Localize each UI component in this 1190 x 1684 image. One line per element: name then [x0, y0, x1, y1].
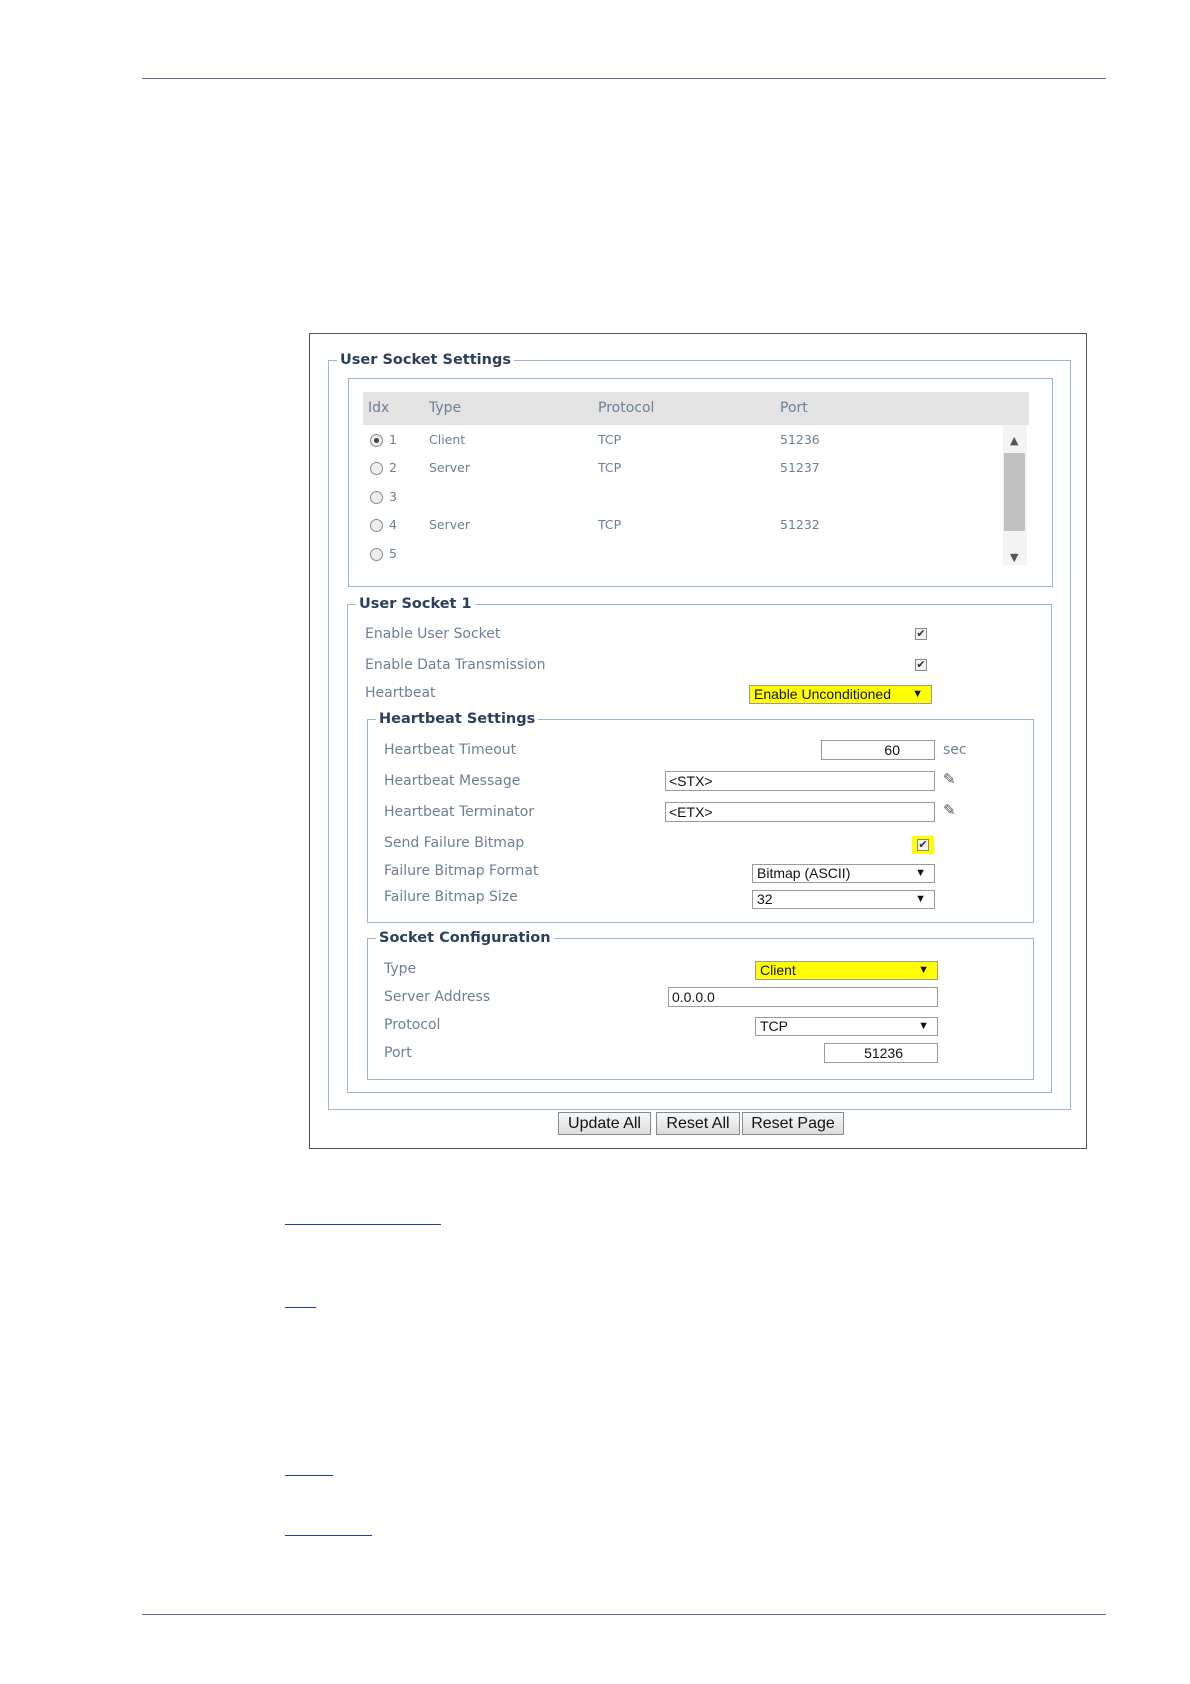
protocol-select[interactable] [755, 1017, 938, 1036]
socket-type-value: Client [760, 962, 796, 978]
pencil-icon[interactable]: ✎ [943, 801, 956, 819]
scroll-up-icon[interactable]: ▲ [1010, 434, 1019, 447]
row-protocol: TCP [598, 432, 622, 447]
col-type: Type [429, 400, 462, 416]
chevron-down-icon: ▼ [915, 867, 926, 879]
protocol-label: Protocol [384, 1017, 441, 1033]
row-radio[interactable] [370, 462, 383, 475]
heartbeat-label: Heartbeat [365, 685, 436, 701]
heartbeat-settings-legend: Heartbeat Settings [379, 711, 536, 727]
col-idx: Idx [368, 400, 390, 416]
header-rule [142, 78, 1106, 79]
chevron-down-icon: ▼ [915, 893, 926, 905]
scroll-down-icon[interactable]: ▼ [1010, 551, 1019, 564]
col-port: Port [780, 400, 808, 416]
row-port: 51236 [780, 432, 820, 447]
port-label: Port [384, 1045, 412, 1061]
chevron-down-icon: ▼ [912, 688, 923, 700]
port-input[interactable]: 51236 [824, 1043, 938, 1063]
row-type: Server [429, 517, 470, 532]
doc-link-4[interactable] [285, 1535, 372, 1536]
socket-table-header [363, 392, 1029, 425]
row-port: 51232 [780, 517, 820, 532]
heartbeat-message-label: Heartbeat Message [384, 773, 521, 789]
row-radio[interactable] [370, 491, 383, 504]
heartbeat-value: Enable Unconditioned [754, 686, 891, 702]
failure-bitmap-format-value: Bitmap (ASCII) [757, 865, 851, 881]
chevron-down-icon: ▼ [918, 1020, 929, 1032]
socket-type-label: Type [384, 961, 417, 977]
server-address-label: Server Address [384, 989, 491, 1005]
heartbeat-timeout-label: Heartbeat Timeout [384, 742, 517, 758]
heartbeat-terminator-label: Heartbeat Terminator [384, 804, 535, 820]
doc-link-2[interactable] [285, 1307, 316, 1308]
enable-data-transmission-label: Enable Data Transmission [365, 657, 546, 673]
row-idx: 1 [389, 432, 397, 447]
failure-bitmap-size-select[interactable] [752, 890, 935, 909]
heartbeat-timeout-unit: sec [943, 742, 967, 758]
send-failure-bitmap-label: Send Failure Bitmap [384, 835, 525, 851]
row-protocol: TCP [598, 517, 622, 532]
failure-bitmap-size-value: 32 [757, 891, 773, 907]
row-protocol: TCP [598, 460, 622, 475]
row-idx: 5 [389, 546, 397, 561]
chevron-down-icon: ▼ [918, 964, 929, 976]
enable-data-transmission-checkbox[interactable]: ✔ [916, 658, 926, 671]
failure-bitmap-format-select[interactable] [752, 864, 935, 883]
pencil-icon[interactable]: ✎ [943, 770, 956, 788]
heartbeat-select[interactable] [749, 685, 932, 704]
footer-rule [142, 1614, 1106, 1615]
enable-user-socket-label: Enable User Socket [365, 626, 501, 642]
heartbeat-message-input[interactable]: <STX> [665, 771, 935, 791]
col-protocol: Protocol [598, 400, 655, 416]
failure-bitmap-size-label: Failure Bitmap Size [384, 889, 518, 905]
row-type: Server [429, 460, 470, 475]
user-socket-1-legend: User Socket 1 [359, 596, 472, 612]
row-radio[interactable] [370, 434, 383, 447]
protocol-value: TCP [760, 1018, 788, 1034]
row-idx: 3 [389, 489, 397, 504]
user-socket-settings-legend: User Socket Settings [340, 352, 511, 368]
socket-configuration-legend: Socket Configuration [379, 930, 551, 946]
row-idx: 4 [389, 517, 397, 532]
heartbeat-terminator-input[interactable]: <ETX> [665, 802, 935, 822]
row-radio[interactable] [370, 548, 383, 561]
row-type: Client [429, 432, 466, 447]
doc-link-1[interactable] [285, 1224, 441, 1225]
update-all-button[interactable]: Update All [558, 1112, 651, 1135]
failure-bitmap-format-label: Failure Bitmap Format [384, 863, 539, 879]
enable-user-socket-checkbox[interactable]: ✔ [916, 627, 926, 640]
row-radio[interactable] [370, 519, 383, 532]
send-failure-bitmap-checkbox[interactable]: ✔ [918, 838, 928, 851]
socket-type-select[interactable] [755, 961, 938, 980]
reset-all-button[interactable]: Reset All [656, 1112, 740, 1135]
reset-page-button[interactable]: Reset Page [742, 1112, 844, 1135]
scrollbar-thumb[interactable] [1004, 453, 1025, 531]
row-idx: 2 [389, 460, 397, 475]
server-address-input[interactable]: 0.0.0.0 [668, 987, 938, 1007]
doc-link-3[interactable] [285, 1475, 333, 1476]
heartbeat-timeout-input[interactable]: 60 [821, 740, 935, 760]
row-port: 51237 [780, 460, 820, 475]
